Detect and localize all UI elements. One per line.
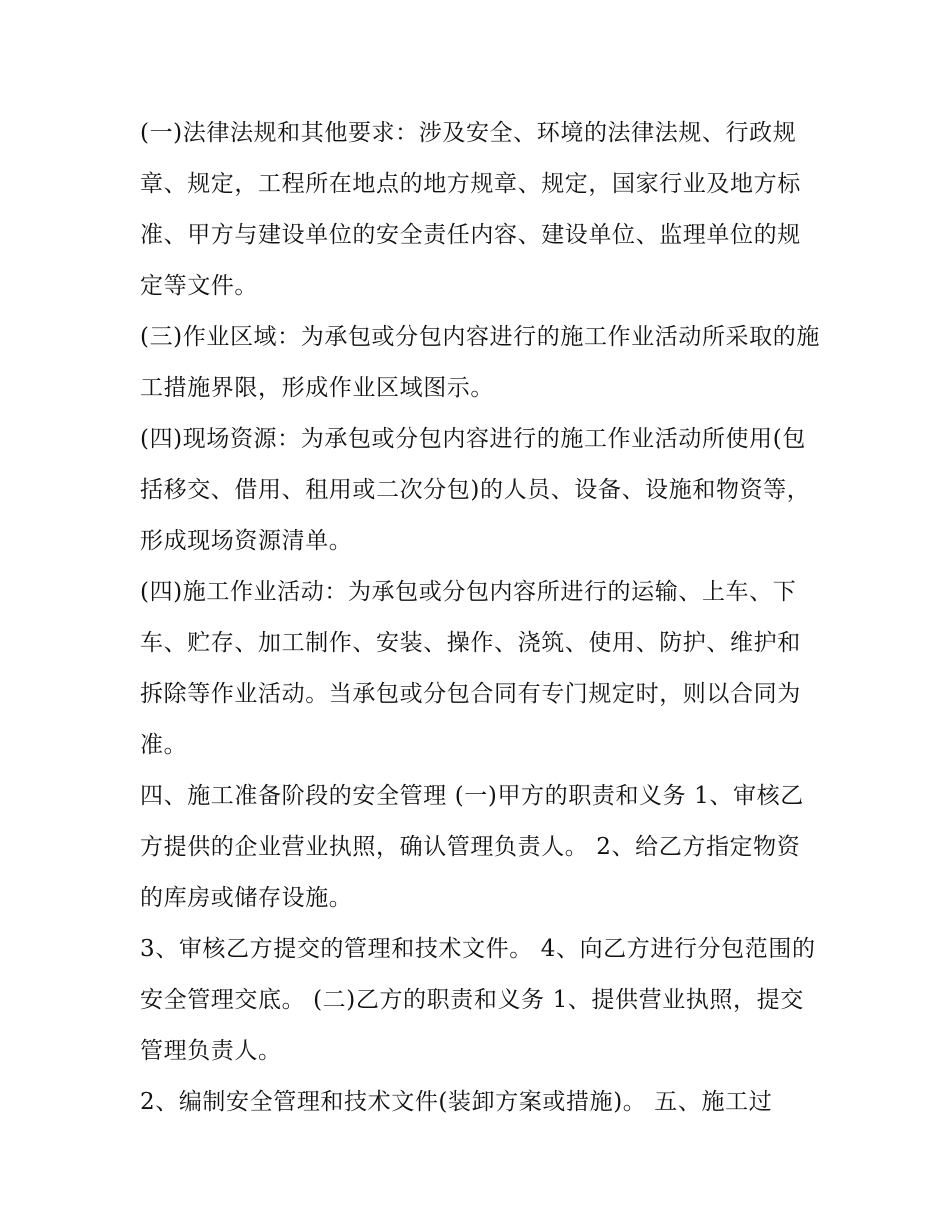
paragraph-legal-requirements: (一)法律法规和其他要求：涉及安全、环境的法律法规、行政规章、规定，工程所在地点的地方规章、规定，国家行业及地方标准、甲方与建设单位的安全责任内容、建设单位、监理单位的规定等文件。	[140, 120, 801, 299]
paragraph-party-b-documents: 2、编制安全管理和技术文件(装卸方案或措施)。 五、施工过	[140, 1089, 773, 1115]
paragraph-site-resources: (四)现场资源：为承包或分包内容进行的施工作业活动所使用(包括移交、借用、租用或二次分包)的人员、设备、设施和物资等，形成现场资源清单。	[140, 426, 811, 554]
paragraph-party-a-review: 3、审核乙方提交的管理和技术文件。 4、向乙方进行分包范围的安全管理交底。 (二)乙方的职责和义务 1、提供营业执照，提交管理负责人。	[140, 936, 816, 1064]
paragraph-construction-activities: (四)施工作业活动：为承包或分包内容所进行的运输、上车、下车、贮存、加工制作、安装、操作、浇筑、使用、防护、维护和拆除等作业活动。当承包或分包合同有专门规定时，则以合同为准。	[140, 579, 801, 758]
document-body	[140, 108, 820, 1128]
paragraph-work-area: (三)作业区域：为承包或分包内容进行的施工作业活动所采取的施工措施界限，形成作业区域图示。	[140, 324, 820, 401]
paragraph-preparation-stage: 四、施工准备阶段的安全管理 (一)甲方的职责和义务 1、审核乙方提供的企业营业执照，确认管理负责人。 2、给乙方指定物资的库房或储存设施。	[140, 783, 804, 911]
